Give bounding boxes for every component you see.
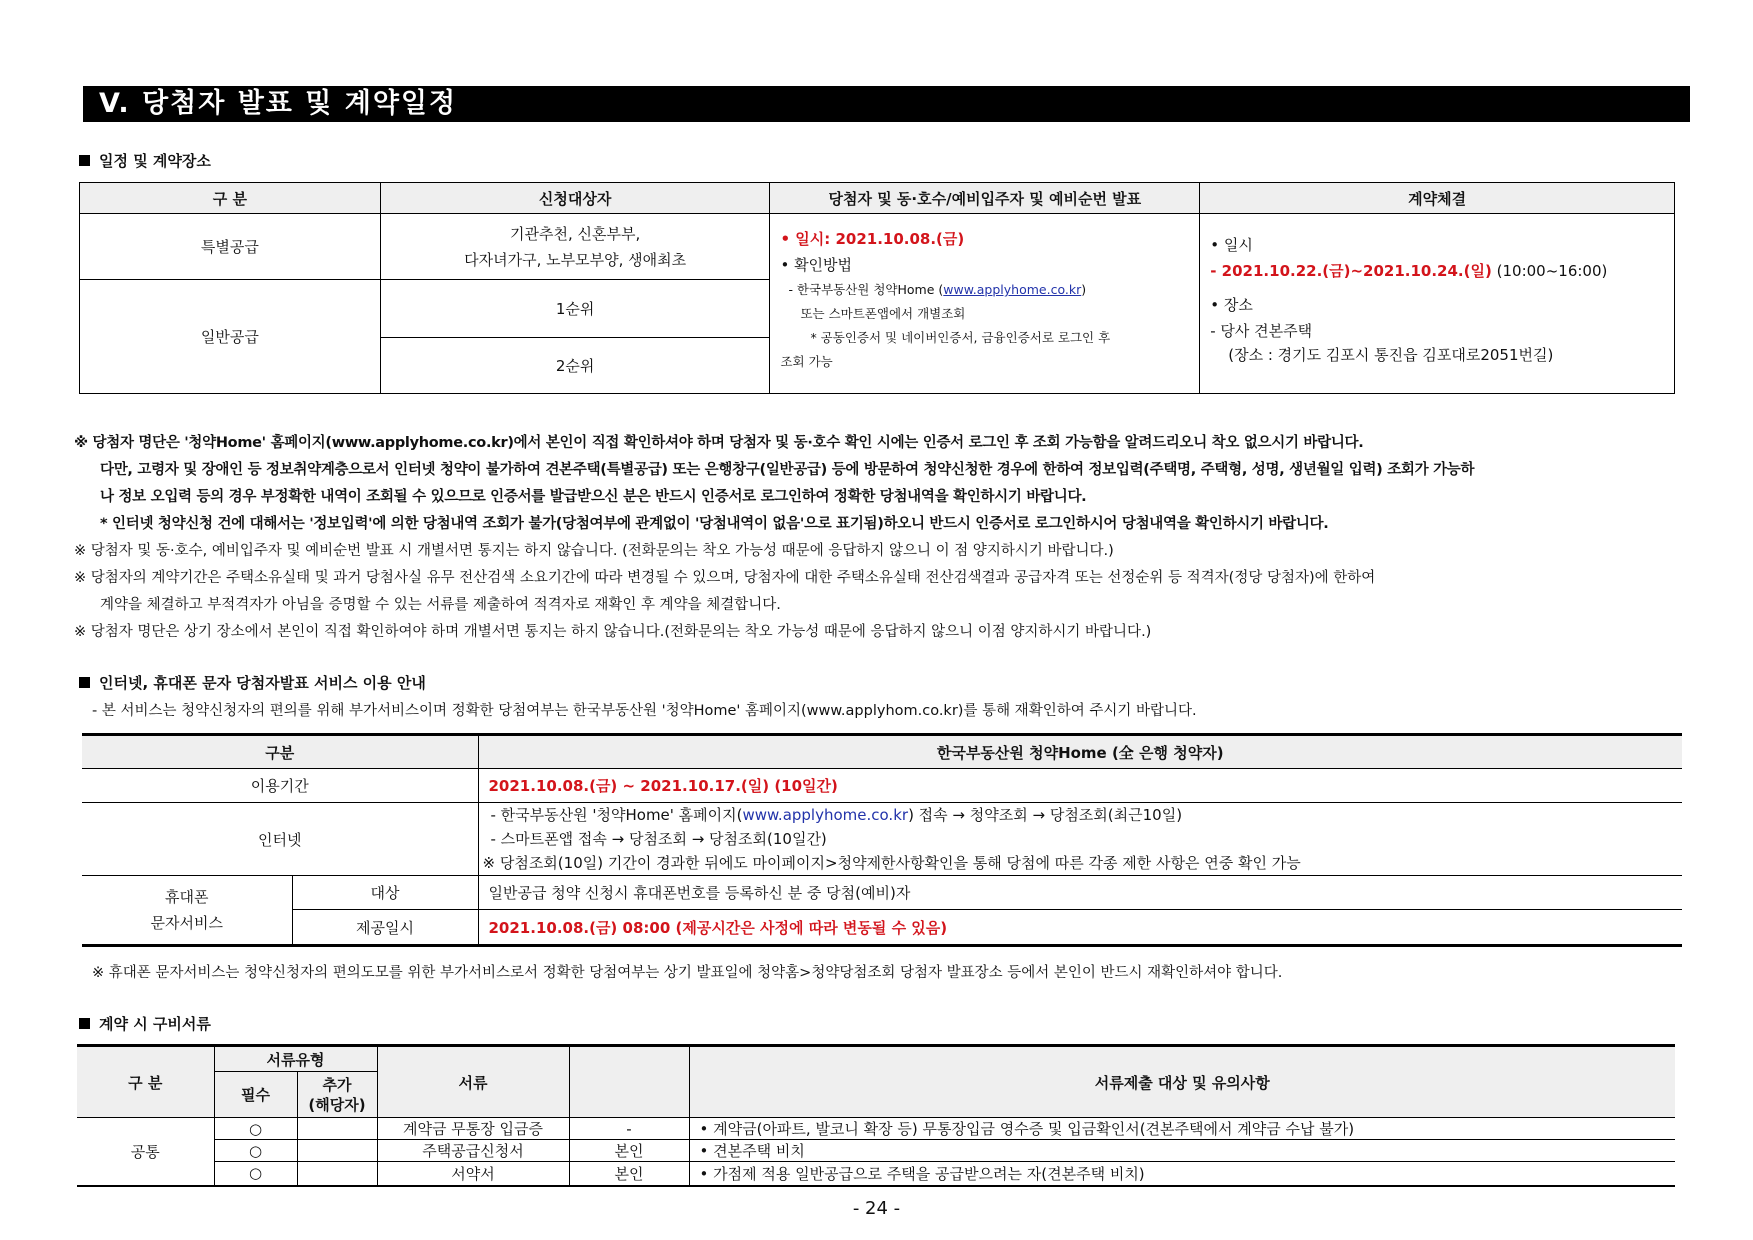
note-item: ※ 당첨자 명단은 '청약Home' 홈페이지(www.applyhome.co.kr)에서 본인이 직접 확인하셔야 하며 당첨자 및 동·호수 확인 시에는 인증서 로그인 후 조회 가능함을 알려드리오니 착오 없으시기 바랍니다. bbox=[74, 435, 1364, 451]
header-applyhome: 한국부동산원 청약Home (全 은행 청약자) bbox=[478, 735, 1682, 769]
header-notes: 서류제출 대상 및 유의사항 bbox=[689, 1046, 1675, 1118]
header-category: 구 분 bbox=[80, 183, 381, 214]
note-item: * 인터넷 청약신청 건에 대해서는 '정보입력'에 의한 당첨내역 조회가 불가(당첨여부에 관계없이 '당첨내역이 없음'으로 표기됨)하오니 반드시 인증서로 로그인하시어 당첨내역을 확인하시기 바랍니다. bbox=[100, 516, 1329, 532]
header-additional-line1: 추가 bbox=[322, 1075, 352, 1094]
sms-label-line1: 휴대폰 bbox=[165, 888, 209, 906]
document-note: • 가점제 적용 일반공급으로 주택을 공급받으려는 자(견본주택 비치) bbox=[689, 1162, 1675, 1186]
additional-mark bbox=[297, 1118, 377, 1140]
special-supply-label: 특별공급 bbox=[80, 214, 381, 280]
section-documents-heading-text: 계약 시 구비서류 bbox=[99, 1015, 211, 1033]
general-supply-label: 일반공급 bbox=[80, 280, 381, 394]
required-mark: ○ bbox=[214, 1118, 297, 1140]
applyhome-link[interactable]: www.applyhome.co.kr bbox=[742, 806, 909, 824]
header-category: 구분 bbox=[82, 735, 478, 769]
special-target-line2: 다자녀가구, 노부모부양, 생애최초 bbox=[464, 250, 687, 269]
sms-label bbox=[82, 876, 292, 946]
page-number: - 24 - bbox=[852, 1198, 901, 1219]
square-bullet-icon bbox=[79, 1018, 90, 1029]
square-bullet-icon bbox=[79, 155, 90, 166]
contract-date-value: - 2021.10.22.(금)~2021.10.24.(일) bbox=[1210, 262, 1492, 280]
schedule-table bbox=[79, 182, 1675, 394]
document-note: • 계약금(아파트, 발코니 확장 등) 무통장입금 영수증 및 입금확인서(견본주택에서 계약금 수납 불가) bbox=[689, 1118, 1675, 1140]
document-issuer: 본인 bbox=[569, 1140, 689, 1162]
table-row bbox=[82, 803, 1682, 876]
table-row bbox=[77, 1118, 1675, 1140]
document-issuer: - bbox=[569, 1118, 689, 1140]
internet-line1: - 한국부동산원 '청약Home' 홈페이지(www.applyhome.co.kr) 접속 → 청약조회 → 당첨조회(최근10일) bbox=[490, 806, 1183, 824]
section-schedule-heading-text: 일정 및 계약장소 bbox=[99, 152, 211, 170]
note-item: 계약을 체결하고 부적격자가 아님을 증명할 수 있는 서류를 제출하여 적격자로 재확인 후 계약을 체결합니다. bbox=[100, 597, 781, 613]
required-mark: ○ bbox=[214, 1162, 297, 1186]
table-header-row bbox=[77, 1046, 1675, 1072]
internet-value bbox=[478, 803, 1682, 876]
announce-method-label: • 확인방법 bbox=[780, 256, 853, 274]
announce-line3: * 공동인증서 및 네이버인증서, 금융인증서로 로그인 후 bbox=[810, 330, 1111, 345]
document-note: • 견본주택 비치 bbox=[689, 1140, 1675, 1162]
section-service-heading-text: 인터넷, 휴대폰 문자 당첨자발표 서비스 이용 안내 bbox=[99, 674, 426, 692]
service-footnote: ※ 휴대폰 문자서비스는 청약신청자의 편의도모를 위한 부가서비스로서 정확한 당첨여부는 상기 발표일에 청약홈>청약당첨조회 당첨자 발표장소 등에서 본인이 반드시 재확인하셔야 합니다. bbox=[92, 965, 1283, 981]
internet-label: 인터넷 bbox=[82, 803, 478, 876]
header-required: 필수 bbox=[214, 1072, 297, 1118]
required-mark: ○ bbox=[214, 1140, 297, 1162]
section-service-heading bbox=[79, 673, 426, 693]
note-item: ※ 당첨자 명단은 상기 장소에서 본인이 직접 확인하여야 하며 개별서면 통지는 하지 않습니다.(전화문의는 착오 가능성 때문에 응답하지 않으니 이점 양지하시기 바랍니다.) bbox=[74, 624, 1152, 640]
announce-line4: 조회 가능 bbox=[780, 354, 833, 369]
internet-line2: - 스마트폰앱 접속 → 당첨조회 → 당첨조회(10일간) bbox=[490, 830, 827, 848]
header-category: 구 분 bbox=[77, 1046, 214, 1118]
sms-target-label: 대상 bbox=[292, 876, 478, 910]
announce-line1: - 한국부동산원 청약Home (www.applyhome.co.kr) bbox=[788, 282, 1087, 297]
rank1-label: 1순위 bbox=[380, 280, 770, 338]
section-documents-heading bbox=[79, 1014, 211, 1034]
contract-cell bbox=[1200, 214, 1675, 394]
contract-time: (10:00~16:00) bbox=[1496, 262, 1608, 280]
document-name: 서약서 bbox=[377, 1162, 569, 1186]
period-value: 2021.10.08.(금) ~ 2021.10.17.(일) (10일간) bbox=[478, 769, 1682, 803]
additional-mark bbox=[297, 1162, 377, 1186]
documents-table bbox=[77, 1044, 1675, 1187]
contract-date-line bbox=[1210, 258, 1664, 284]
document-issuer: 본인 bbox=[569, 1162, 689, 1186]
sms-date-label: 제공일시 bbox=[292, 910, 478, 946]
service-table bbox=[82, 733, 1682, 947]
page-title: V. 당첨자 발표 및 계약일정 bbox=[83, 86, 1690, 122]
document-name: 계약금 무통장 입금증 bbox=[377, 1118, 569, 1140]
announce-cell bbox=[770, 214, 1200, 394]
notes-block bbox=[74, 430, 1694, 646]
table-row bbox=[82, 876, 1682, 910]
announce-date: • 일시: 2021.10.08.(금) bbox=[780, 230, 965, 248]
contract-date-label: • 일시 bbox=[1210, 236, 1253, 254]
header-additional bbox=[297, 1072, 377, 1118]
special-supply-target bbox=[380, 214, 770, 280]
table-row bbox=[80, 214, 1675, 280]
header-announce: 당첨자 및 동·호수/예비입주자 및 예비순번 발표 bbox=[770, 183, 1200, 214]
period-label: 이용기간 bbox=[82, 769, 478, 803]
internet-line3: ※ 당첨조회(10일) 기간이 경과한 뒤에도 마이페이지>청약제한사항확인을 통해 당첨에 따른 각종 제한 사항은 연중 확인 가능 bbox=[482, 854, 1301, 872]
sms-label-line2: 문자서비스 bbox=[150, 914, 223, 932]
table-row bbox=[82, 769, 1682, 803]
applyhome-link[interactable]: www.applyhome.co.kr bbox=[943, 282, 1082, 297]
contract-address: (장소 : 경기도 김포시 통진읍 김포대로2051번길) bbox=[1228, 346, 1554, 364]
contract-place-value: - 당사 견본주택 bbox=[1210, 322, 1313, 340]
square-bullet-icon bbox=[79, 677, 90, 688]
contract-place-label: • 장소 bbox=[1210, 296, 1253, 314]
table-row bbox=[82, 910, 1682, 946]
note-item: 나 정보 오입력 등의 경우 부정확한 내역이 조회될 수 있으므로 인증서를 발급받으신 분은 반드시 인증서로 로그인하여 정확한 당첨내역을 확인하시기 바랍니다. bbox=[100, 489, 1087, 505]
additional-mark bbox=[297, 1140, 377, 1162]
header-document: 서류 bbox=[377, 1046, 569, 1118]
table-row bbox=[77, 1140, 1675, 1162]
header-doc-type: 서류유형 bbox=[214, 1046, 377, 1072]
service-intro: - 본 서비스는 청약신청자의 편의를 위해 부가서비스이며 정확한 당첨여부는 한국부동산원 '청약Home' 홈페이지(www.applyhom.co.kr)를 통해 재확인하여 주시기 바랍니다. bbox=[92, 703, 1197, 719]
section-schedule-heading bbox=[79, 151, 211, 171]
table-header-row bbox=[80, 183, 1675, 214]
rank2-label: 2순위 bbox=[380, 338, 770, 394]
document-name: 주택공급신청서 bbox=[377, 1140, 569, 1162]
header-contract: 계약체결 bbox=[1200, 183, 1675, 214]
header-additional-line2: (해당자) bbox=[308, 1095, 366, 1114]
sms-target-value: 일반공급 청약 신청시 휴대폰번호를 등록하신 분 중 당첨(예비)자 bbox=[478, 876, 1682, 910]
note-item: ※ 당첨자의 계약기간은 주택소유실태 및 과거 당첨사실 유무 전산검색 소요기간에 따라 변경될 수 있으며, 당첨자에 대한 주택소유실태 전산검색결과 공급자격 또는 선정순위 등 적격자(정당 당첨자)에 한하여 bbox=[74, 570, 1376, 586]
group-label: 공통 bbox=[77, 1118, 214, 1186]
note-item: 다만, 고령자 및 장애인 등 정보취약계층으로서 인터넷 청약이 불가하여 견본주택(특별공급) 또는 은행창구(일반공급) 등에 방문하여 청약신청한 경우에 한하여 정보입력(주택명, 주택형, 성명, 생년월일 입력) 조회가 가능하 bbox=[100, 462, 1475, 478]
note-item: ※ 당첨자 및 동·호수, 예비입주자 및 예비순번 발표 시 개별서면 통지는 하지 않습니다. (전화문의는 착오 가능성 때문에 응답하지 않으니 이 점 양지하시기 바랍니다.) bbox=[74, 543, 1114, 559]
announce-line2: 또는 스마트폰앱에서 개별조회 bbox=[800, 306, 966, 321]
header-target: 신청대상자 bbox=[380, 183, 770, 214]
sms-date-value: 2021.10.08.(금) 08:00 (제공시간은 사정에 따라 변동될 수 있음) bbox=[478, 910, 1682, 946]
table-header-row bbox=[82, 735, 1682, 769]
table-row bbox=[77, 1162, 1675, 1186]
header-issuer bbox=[569, 1046, 689, 1118]
special-target-line1: 기관추천, 신혼부부, bbox=[509, 224, 641, 243]
